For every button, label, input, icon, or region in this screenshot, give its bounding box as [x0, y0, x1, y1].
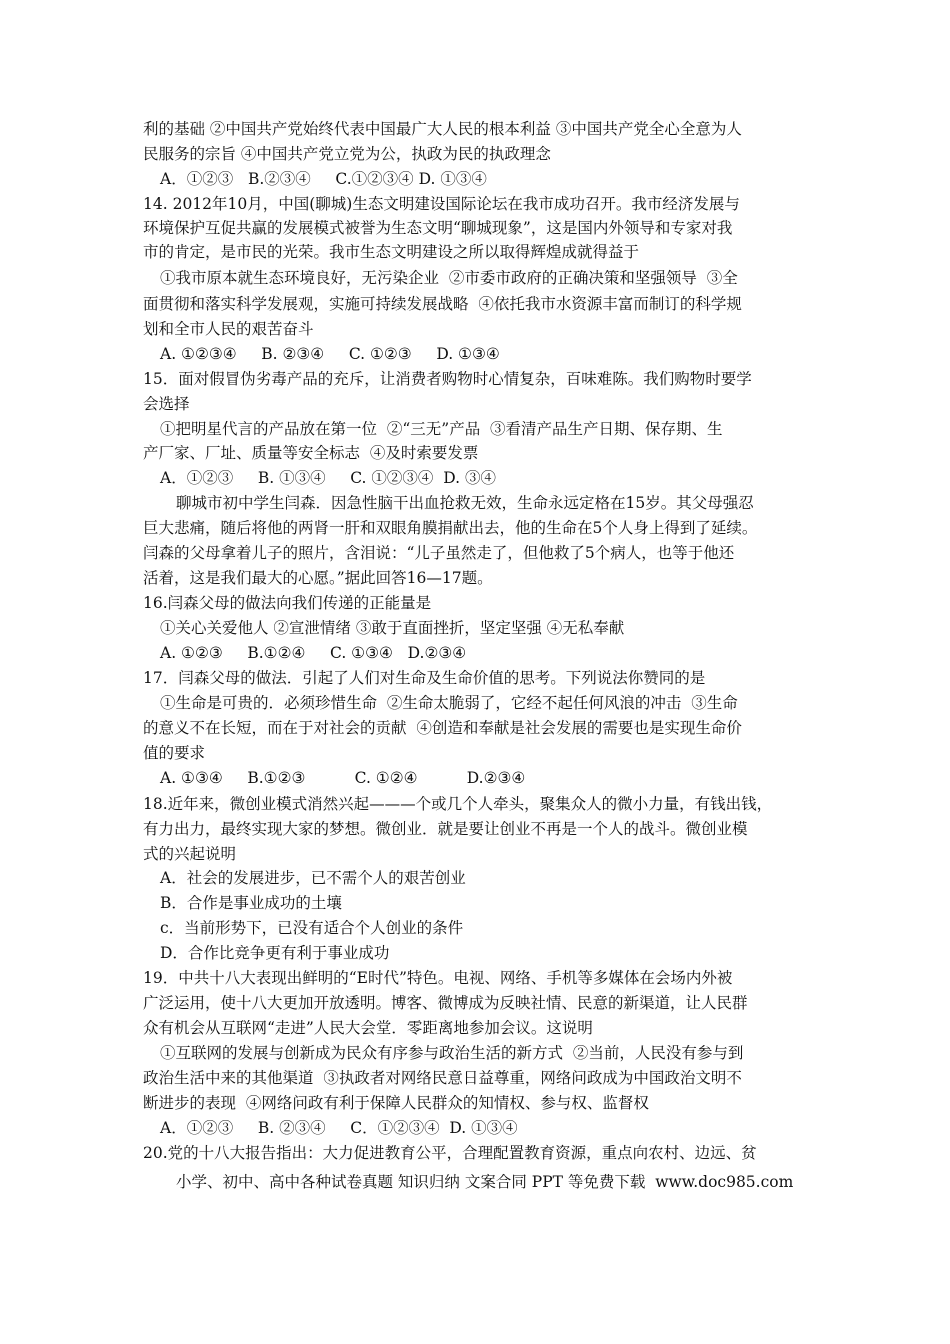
- text-line: 产厂家、厂址、质量等安全标志 ④及时索要发票: [143, 444, 479, 462]
- reading-passage: 聊城市初中学生闫森．因急性脑干出血抢救无效，生命永远定格在15岁。其父母强忍: [176, 494, 754, 512]
- question-16: 16.闫森父母的做法向我们传递的正能量是: [143, 594, 432, 612]
- text-line: 面贯彻和落实科学发展观，实施可持续发展战略 ④依托我市水资源丰富而制订的科学规: [143, 295, 742, 313]
- option-d: D．合作比竞争更有利于事业成功: [160, 944, 390, 962]
- answer-options: A. ①②③④ B. ②③④ C. ①②③ D. ①③④: [160, 345, 500, 363]
- text-line: ①互联网的发展与创新成为民众有序参与政治生活的新方式 ②当前，人民没有参与到: [160, 1044, 744, 1062]
- text-line: 市的肯定，是市民的光荣。我市生态文明建设之所以取得辉煌成就得益于: [143, 243, 640, 261]
- text-line: ①把明星代言的产品放在第一位 ②“三无”产品 ③看清产品生产日期、保存期、生: [160, 420, 723, 438]
- text-line: 有力出力，最终实现大家的梦想。微创业．就是要让创业不再是一个人的战斗。微创业模: [143, 820, 748, 838]
- page-footer: 小学、初中、高中各种试卷真题 知识归纳 文案合同 PPT 等免费下载 www.doc985.com: [176, 1173, 794, 1191]
- text-line: ①我市原本就生态环境良好，无污染企业 ②市委市政府的正确决策和坚强领导 ③全: [160, 269, 738, 287]
- text-line: 广泛运用，使十八大更加开放透明。博客、微博成为反映社情、民意的新渠道，让人民群: [143, 994, 748, 1012]
- question-14: 14. 2012年10月，中国(聊城)生态文明建设国际论坛在我市成功召开。我市经济发展与: [143, 195, 740, 213]
- option-b: B．合作是事业成功的土壤: [160, 894, 342, 912]
- text-line: 活着，这是我们最大的心愿。”据此回答16—17题。: [143, 569, 493, 587]
- text-line: 利的基础 ②中国共产党始终代表中国最广大人民的根本利益 ③中国共产党全心全意为人: [143, 120, 742, 138]
- option-a: A．社会的发展进步，已不需个人的艰苦创业: [160, 869, 466, 887]
- answer-options: A．①②③ B. ①③④ C. ①②③④ D. ③④: [160, 469, 496, 487]
- answer-options: A. ①③④ B.①②③ C. ①②④ D.②③④: [160, 769, 526, 787]
- answer-options: A. ①②③ B.①②④ C. ①③④ D.②③④: [160, 644, 467, 662]
- question-15: 15．面对假冒伪劣毒产品的充斥，让消费者购物时心情复杂，百味难陈。我们购物时要学: [143, 370, 752, 388]
- text-line: 环境保护互促共赢的发展模式被誉为生态文明“聊城现象”，这是国内外领导和专家对我: [143, 219, 733, 237]
- option-c: c．当前形势下，已没有适合个人创业的条件: [160, 919, 464, 937]
- text-line: 会选择: [143, 395, 190, 413]
- text-line: 民服务的宗旨 ④中国共产党立党为公，执政为民的执政理念: [143, 145, 551, 163]
- text-line: 巨大悲痛，随后将他的两肾一肝和双眼角膜捐献出去，他的生命在5个人身上得到了延续。: [143, 519, 758, 537]
- text-line: 的意义不在长短，而在于对社会的贡献 ④创造和奉献是社会发展的需要也是实现生命价: [143, 719, 742, 737]
- text-line: 政治生活中来的其他渠道 ③执政者对网络民意日益尊重，网络问政成为中国政治文明不: [143, 1069, 742, 1087]
- text-line: 闫森的父母拿着儿子的照片，含泪说：“儿子虽然走了，但他救了5个病人，也等于他还: [143, 544, 735, 562]
- text-line: ①关心关爱他人 ②宣泄情绪 ③敢于直面挫折，坚定坚强 ④无私奉献: [160, 619, 625, 637]
- answer-options: A．①②③ B. ②③④ C．①②③④ D. ①③④: [160, 1119, 518, 1137]
- question-20: 20.党的十八大报告指出：大力促进教育公平，合理配置教育资源，重点向农村、边远、贫: [143, 1144, 757, 1162]
- question-19: 19．中共十八大表现出鲜明的“E时代”特色。电视、网络、手机等多媒体在会场内外被: [143, 969, 733, 987]
- text-line: 值的要求: [143, 744, 206, 762]
- question-18: 18.近年来，微创业模式消然兴起———个或几个人牵头，聚集众人的微小力量，有钱出钱，: [143, 795, 773, 813]
- text-line: 划和全市人民的艰苦奋斗: [143, 320, 314, 338]
- text-line: 式的兴起说明: [143, 845, 237, 863]
- text-line: ①生命是可贵的．必须珍惜生命 ②生命太脆弱了，它经不起任何风浪的冲击 ③生命: [160, 694, 738, 712]
- text-line: 众有机会从互联网“走进”人民大会堂．零距离地参加会议。这说明: [143, 1019, 593, 1037]
- question-17: 17．闫森父母的做法．引起了人们对生命及生命价值的思考。下列说法你赞同的是: [143, 669, 706, 687]
- answer-options: A．①②③ B.②③④ C.①②③④ D. ①③④: [160, 170, 487, 188]
- text-line: 断进步的表现 ④网络问政有利于保障人民群众的知情权、参与权、监督权: [143, 1094, 649, 1112]
